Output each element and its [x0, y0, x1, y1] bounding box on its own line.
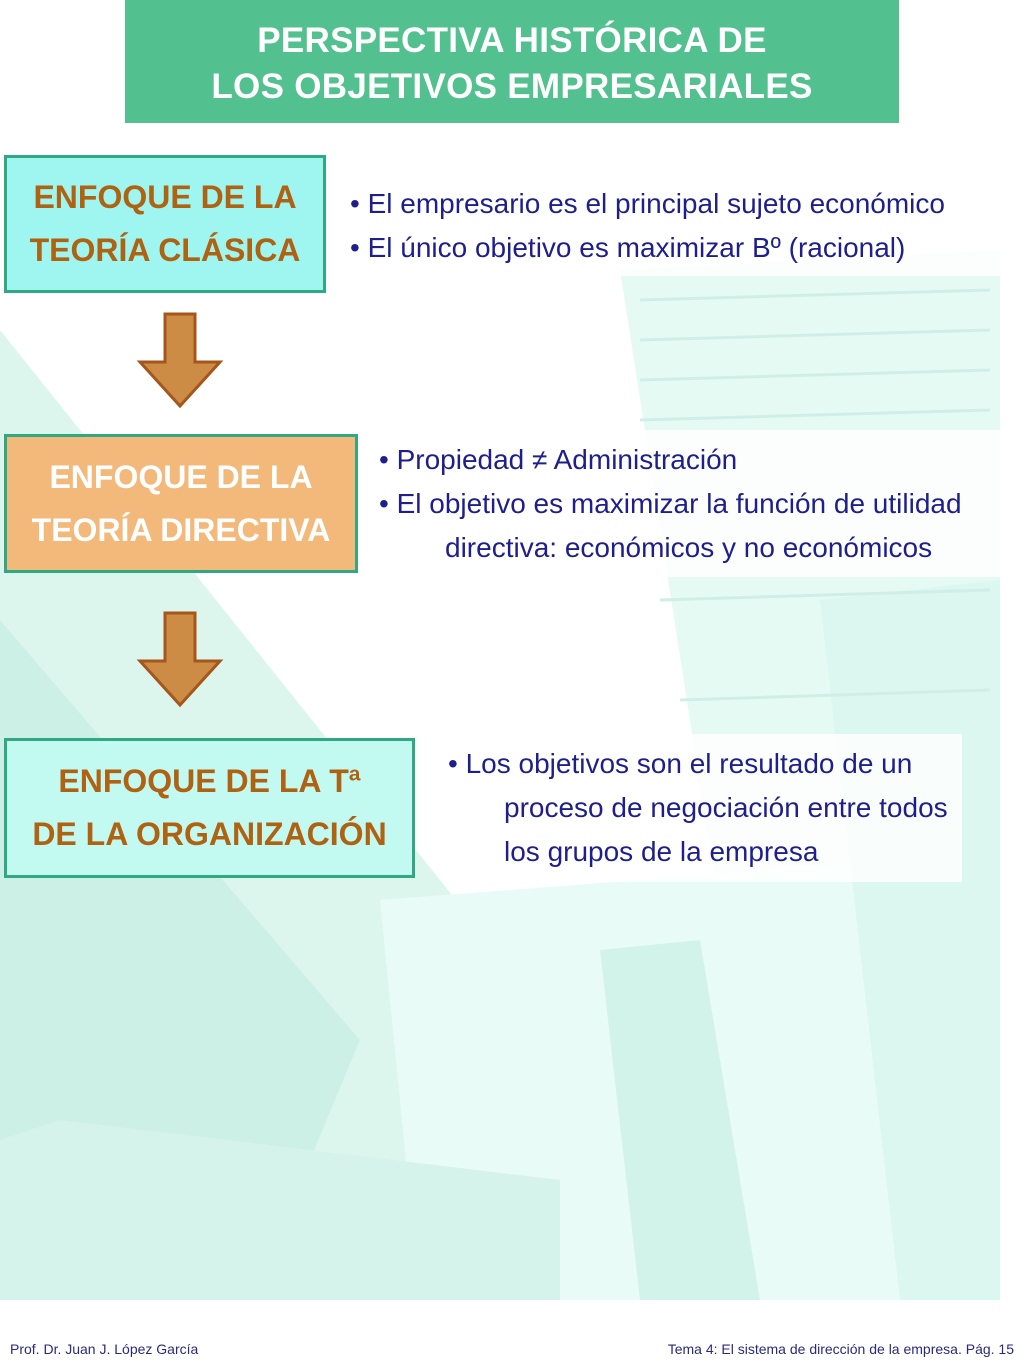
box-line-2: DE LA ORGANIZACIÓN	[32, 816, 387, 852]
bullet-continuation: directiva: económicos y no económicos	[445, 532, 933, 563]
footer-page-info: Tema 4: El sistema de dirección de la empresa. Pág. 15	[667, 1341, 1014, 1357]
organization-theory-box	[4, 738, 415, 878]
page-title	[125, 0, 899, 123]
box-line-2: TEORÍA CLÁSICA	[29, 232, 301, 268]
down-arrow-icon	[136, 611, 224, 709]
bullet-continuation: los grupos de la empresa	[504, 836, 819, 867]
bullet-item: • El objetivo es maximizar la función de utilidad	[379, 488, 962, 519]
bullet-item: • El empresario es el principal sujeto económico	[350, 188, 945, 219]
box-line-1: ENFOQUE DE LA	[33, 179, 297, 215]
classical-theory-box	[4, 155, 326, 293]
bullet-item: • Los objetivos son el resultado de un	[448, 748, 913, 779]
box-line-1: ENFOQUE DE LA Tª	[58, 763, 361, 799]
title-line-2: LOS OBJETIVOS EMPRESARIALES	[211, 67, 813, 106]
directive-theory-description	[371, 430, 1021, 577]
bullet-item: • Propiedad ≠ Administración	[379, 444, 738, 475]
down-arrow-icon	[136, 312, 224, 410]
box-line-2: TEORÍA DIRECTIVA	[31, 511, 331, 548]
box-line-1: ENFOQUE DE LA	[49, 458, 313, 495]
directive-theory-box	[4, 434, 358, 573]
organization-theory-description	[442, 734, 962, 882]
classical-theory-description	[342, 180, 1002, 276]
bullet-item: • El único objetivo es maximizar Bº (racional)	[350, 232, 906, 263]
bullet-continuation: proceso de negociación entre todos	[504, 792, 948, 823]
footer-author: Prof. Dr. Juan J. López García	[10, 1341, 199, 1357]
title-line-1: PERSPECTIVA HISTÓRICA DE	[257, 21, 767, 60]
